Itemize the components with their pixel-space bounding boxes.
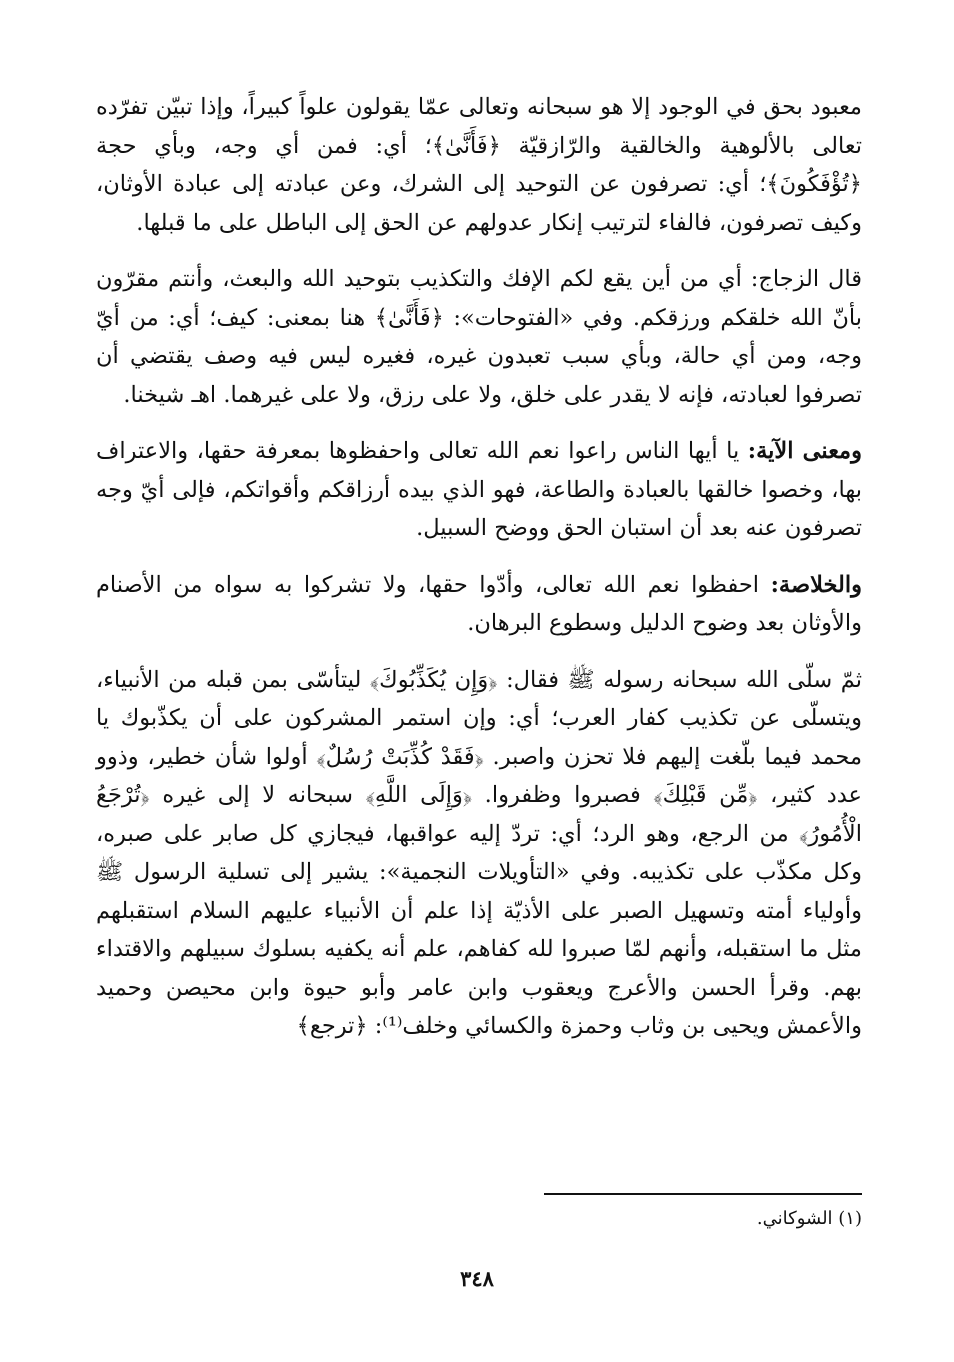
paragraph-lead: ومعنى الآية: — [747, 438, 862, 464]
paragraph-2 — [96, 260, 862, 414]
paragraph-1 — [96, 88, 862, 242]
footnote: (١) الشوكاني. — [756, 1208, 862, 1229]
paragraph-4 — [96, 566, 862, 643]
main-text — [96, 88, 862, 1064]
paragraph-5 — [96, 661, 862, 1046]
paragraph-text: معبود بحق في الوجود إلا هو سبحانه وتعالى عمّا يقولون علواً كبيراً، وإذا تبيّن تفرّده تعالى بالألوهية والخالقية والرّازقيّة ﴿فَأَنَّىٰ﴾؛ أي: فمن أي وجه، وبأي حجة ﴿تُؤْفَكُونَ﴾؛ أي: تصرفون عن التوحيد إلى الشرك، وعن عبادته إلى عبادة الأوثان، وكيف تصرفون، فالفاء لترتيب إنكار عدولهم عن الحق إلى الباطل على ما قبلها. — [96, 94, 862, 236]
paragraph-3 — [96, 432, 862, 548]
paragraph-text: يا أيها الناس راعوا نعم الله تعالى واحفظوها بمعرفة حقها، والاعتراف بها، وخصوا خالقها بالعبادة والطاعة، فهو الذي بيده أرزاقكم وأقواتكم، فإلى أيّ وجه تصرفون عنه بعد أن استبان الحق ووضح السبيل. — [96, 438, 862, 541]
paragraph-text: احفظوا نعم الله تعالى، وأدّوا حقها، ولا تشركوا به سواه من الأصنام والأوثان بعد وضوح الدليل وسطوع البرهان. — [96, 571, 862, 636]
footnote-divider — [544, 1193, 862, 1195]
page-number: ٣٤٨ — [460, 1266, 494, 1291]
paragraph-lead: والخلاصة: — [770, 571, 862, 598]
paragraph-text: ثمّ سلّى الله سبحانه رسوله ﷺ فقال: ﴿وَإِن يُكَذِّبُوكَ﴾ ليتأسّى بمن قبله من الأنبياء، ويتسلّى عن تكذيب كفار العرب؛ أي: وإن استمر المشركون على أن يكذّبوك يا محمد فيما بلّغت إليهم فلا تحزن واصبر. ﴿فَقَدْ كُذِّبَتْ رُسُلٌ﴾ أولوا شأن خطير، وذوو عدد كثير، ﴿مِّن قَبْلِكَ﴾ فصبروا وظفروا. ﴿وَإِلَى اللَّهِ﴾ سبحانه لا إلى غيره ﴿تُرْجَعُ الْأُمُورُ﴾ من الرجع، وهو الرد؛ أي: تردّ إليه عواقبها، فيجازي كل صابر على صبره، وكل مكذّب على تكذيبه. وفي «التأويلات النجمية»: يشير إلى تسلية الرسول ﷺ وأولياء أمته وتسهيل الصبر على الأذيّة إذا علم أن الأنبياء عليهم السلام استقبلهم مثل ما استقبله، وأنهم لمّا صبروا لله كفاهم، علم أنه يكفيه بسلوك سبيلهم والاقتداء بهم. وقرأ الحسن والأعرج ويعقوب وابن عامر وأبو حيوة وابن محيصن وحميد والأعمش ويحيى بن وثاب وحمزة والكسائي وخلف⁽¹⁾: ﴿ترجع﴾ — [96, 666, 862, 1039]
paragraph-text: قال الزجاج: أي من أين يقع لكم الإفك والتكذيب بتوحيد الله والبعث، وأنتم مقرّون بأنّ الله خلقكم ورزقكم. وفي «الفتوحات»: ﴿فَأَنَّىٰ﴾ هنا بمعنى: كيف؛ أي: من أيّ وجه، ومن أي حالة، وبأي سبب تعبدون غيره، فغيره ليس فيه وصف يقتضي أن تصرفوا لعبادته، فإنه لا يقدر على خلق، ولا على رزق، ولا على غيرهما. اهـ شيخنا. — [96, 266, 862, 408]
